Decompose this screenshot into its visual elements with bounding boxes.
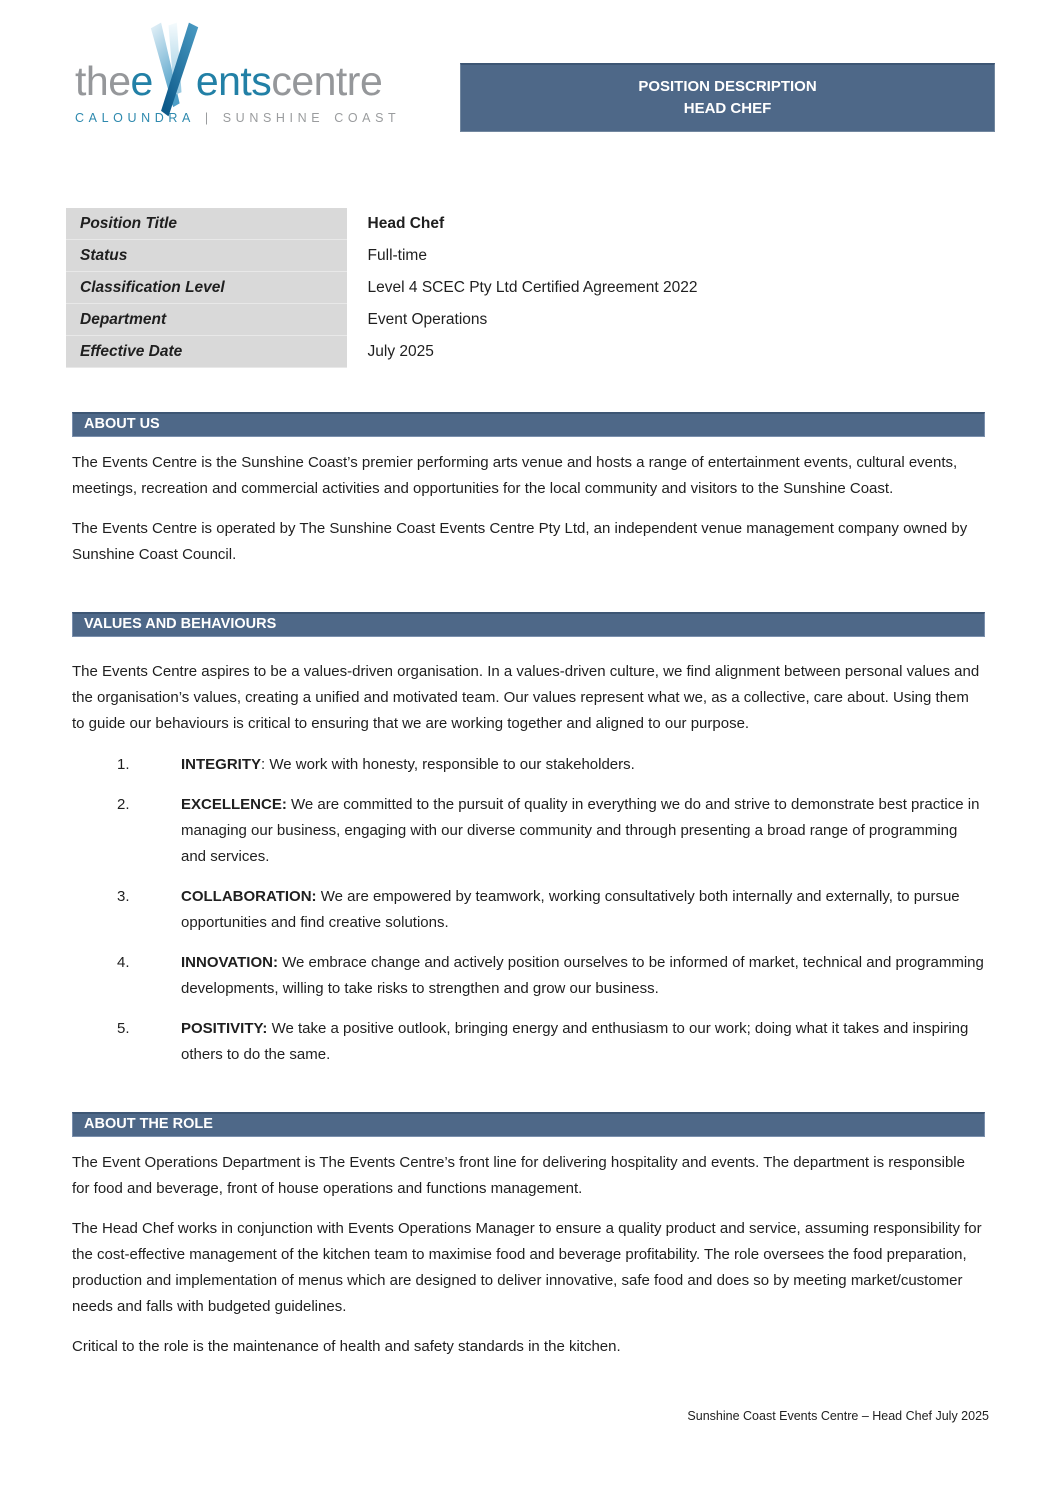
value-item-label: POSITIVITY:: [181, 1020, 268, 1037]
values-intro-paragraph: The Events Centre aspires to be a values-driven organisation. In a values-driven culture, we find alignment between personal values and the organisation’s values, creating a unified and motivated team. Our values represent what we, as a collective, care about. Using them to guide our behaviours is critical to ensuring that we are working together and aligned to our purpose.: [72, 663, 980, 732]
info-label: Position Title: [66, 208, 347, 240]
about-us-paragraph-2: The Events Centre is operated by The Sunshine Coast Events Centre Pty Ltd, an independent venue management company owned by Sunshine Coast Council.: [72, 520, 968, 563]
value-item-number: 4.: [117, 954, 130, 971]
value-item-label: INTEGRITY: [181, 756, 262, 773]
info-row-position-title: [66, 208, 985, 240]
logo-subtitle: [75, 111, 445, 125]
info-value: Full-time: [367, 246, 427, 264]
info-row-classification-level: [66, 272, 985, 304]
info-value: Head Chef: [367, 214, 445, 232]
info-label: Department: [66, 304, 347, 336]
info-label: Effective Date: [66, 336, 347, 368]
value-item-positivity: [117, 1016, 985, 1068]
value-item-number: 2.: [117, 796, 130, 813]
page-header: [0, 0, 1059, 140]
logo-subtitle-sunshine-coast: SUNSHINE COAST: [222, 111, 401, 125]
info-row-department: [66, 304, 985, 336]
info-label: Classification Level: [66, 272, 347, 304]
info-value: July 2025: [367, 342, 434, 360]
value-item-collaboration: [117, 884, 985, 936]
banner-title: POSITION DESCRIPTION: [638, 78, 817, 95]
value-item-body: [181, 792, 985, 870]
value-item-text: We embrace change and actively position ourselves to be informed of market, technical and programming developments, willing to take risks to strengthen and grow our business.: [181, 954, 984, 997]
logo-v-ribbons-icon: [149, 20, 201, 120]
banner-position: HEAD CHEF: [683, 99, 772, 117]
info-row-status: [66, 240, 985, 272]
value-item-text: : We work with honesty, responsible to our stakeholders.: [261, 756, 635, 773]
value-item-body: [181, 950, 985, 1002]
logo-word-centre: centre: [271, 58, 383, 104]
value-item-label: EXCELLENCE:: [181, 796, 287, 813]
value-item-text: We are empowered by teamwork, working consultatively both internally and externally, to pursue opportunities and find creative solutions.: [181, 888, 960, 931]
value-item-number: 1.: [117, 756, 130, 773]
value-item-excellence: [117, 792, 985, 870]
value-item-integrity: [117, 752, 985, 778]
value-item-text: We are committed to the pursuit of quality in everything we do and strive to demonstrate best practice in managing our business, engaging with our diverse community and through presenting a broad range of programming and services.: [181, 796, 980, 865]
value-item-label: COLLABORATION:: [181, 888, 317, 905]
page-footer: Sunshine Coast Events Centre – Head Chef July 2025: [687, 1409, 989, 1423]
main-content: [72, 208, 985, 1360]
value-item-label: INNOVATION:: [181, 954, 278, 971]
logo-wordmark: [75, 30, 445, 102]
logo-word-the: the: [75, 58, 131, 104]
events-centre-logo: [75, 30, 445, 125]
value-item-body: [181, 752, 985, 778]
about-role-paragraph-1: The Event Operations Department is The Events Centre’s front line for delivering hospitality and events. The department is responsible for food and beverage, front of house operations and functions management.: [72, 1154, 965, 1197]
value-item-body: [181, 884, 985, 936]
position-description-banner: [460, 63, 995, 132]
section-header-about-the-role: ABOUT THE ROLE: [72, 1112, 985, 1137]
section-header-about-us: ABOUT US: [72, 412, 985, 437]
about-role-paragraph-2: The Head Chef works in conjunction with Events Operations Manager to ensure a quality product and service, assuming responsibility for the cost-effective management of the kitchen team to maximise food and beverage profitability. The role oversees the food preparation, production and implementation of menus which are designed to deliver innovative, safe food and does so by meeting market/customer needs and falls with budgeted guidelines.: [72, 1220, 982, 1315]
values-list: [117, 752, 985, 1068]
value-item-innovation: [117, 950, 985, 1002]
logo-subtitle-separator: |: [204, 111, 213, 125]
value-item-body: [181, 1016, 985, 1068]
section-header-values-and-behaviours: VALUES AND BEHAVIOURS: [72, 612, 985, 637]
position-info-table: [66, 208, 985, 368]
info-row-effective-date: [66, 336, 985, 368]
info-value: Level 4 SCEC Pty Ltd Certified Agreement 2022: [367, 278, 698, 296]
logo-word-e: e: [130, 58, 153, 104]
value-item-number: 5.: [117, 1020, 130, 1037]
value-item-text: We take a positive outlook, bringing energy and enthusiasm to our work; doing what it takes and inspiring others to do the same.: [181, 1020, 969, 1063]
logo-word-ents: ents: [195, 58, 272, 104]
value-item-number: 3.: [117, 888, 130, 905]
about-role-paragraph-3: Critical to the role is the maintenance of health and safety standards in the kitchen.: [72, 1338, 621, 1355]
info-value: Event Operations: [367, 310, 488, 328]
logo-subtitle-caloundra: CALOUNDRA: [75, 111, 195, 125]
about-us-paragraph-1: The Events Centre is the Sunshine Coast’s premier performing arts venue and hosts a range of entertainment events, cultural events, meetings, recreation and commercial activities and opportunities for the local community and visitors to the Sunshine Coast.: [72, 454, 958, 497]
info-label: Status: [66, 240, 347, 272]
